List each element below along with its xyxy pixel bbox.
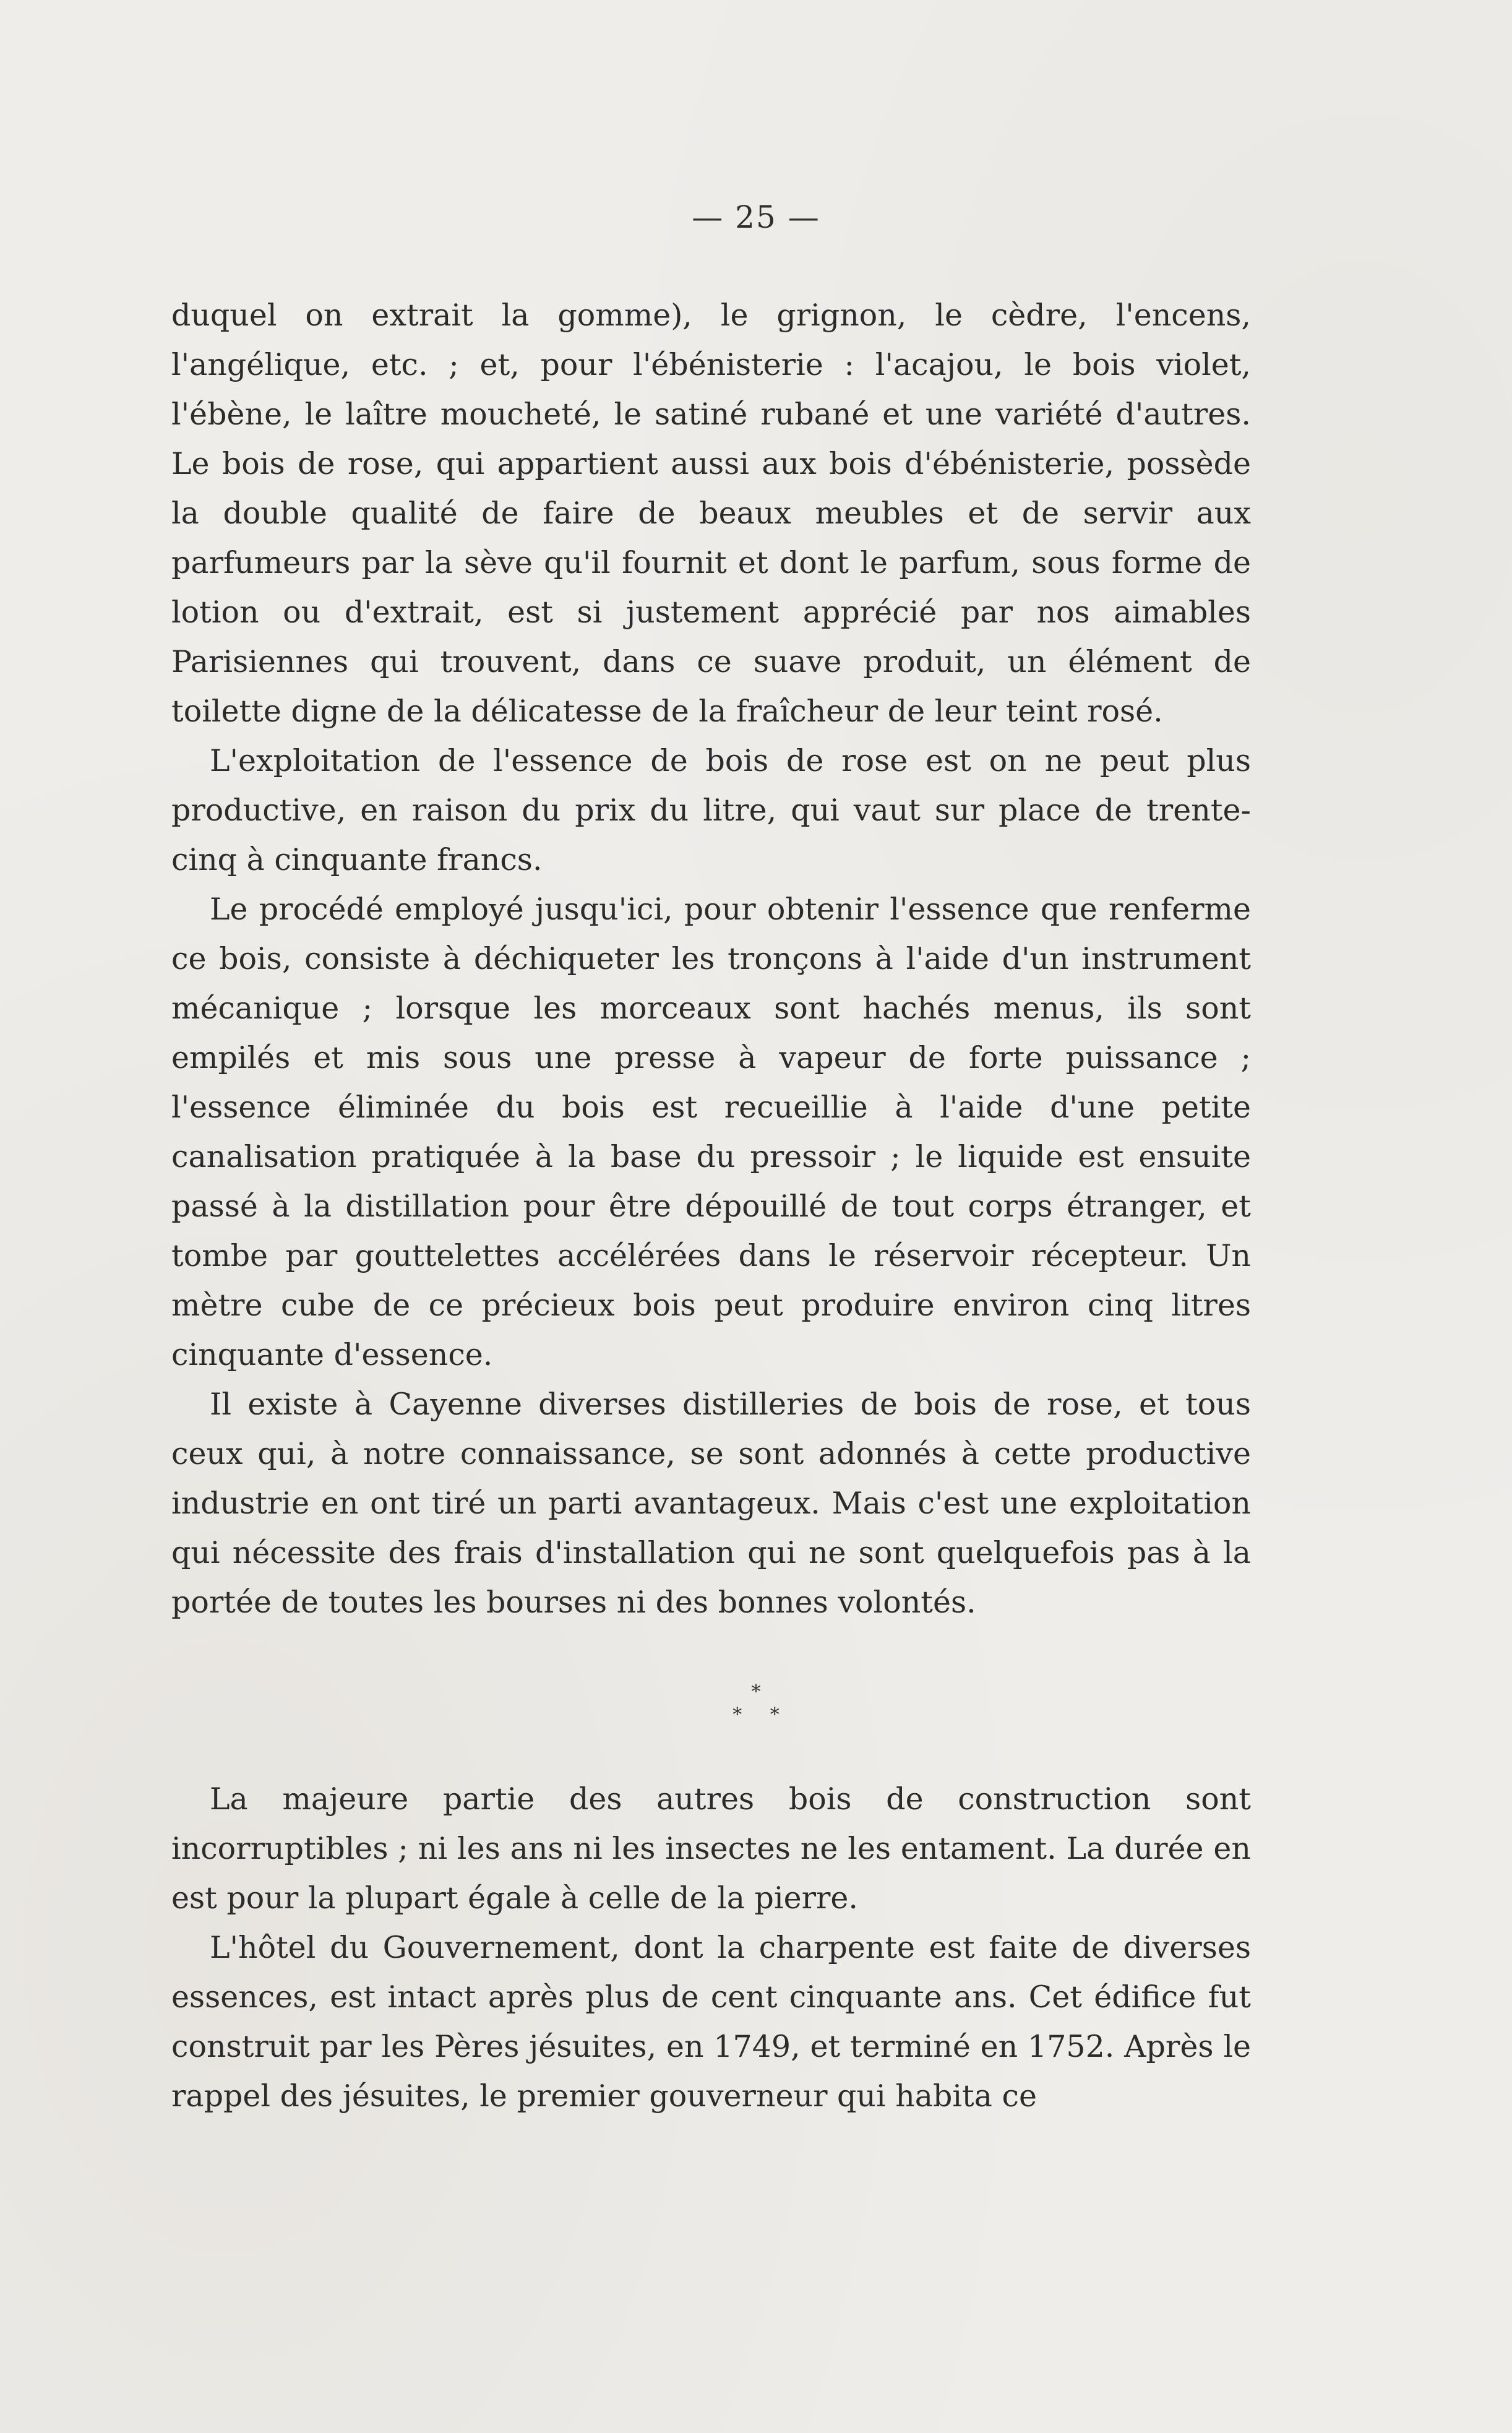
text-section-2 [171, 1775, 1251, 2121]
paragraph: La majeure partie des autres bois de construction sont incorruptibles ; ni les ans ni les insectes ne les entament. La durée en est pour la plupart égale à celle de la pierre. [171, 1781, 1251, 1916]
paragraph: Le procédé employé jusqu'ici, pour obtenir l'essence que renferme ce bois, consiste à déchiqueter les tronçons à l'aide d'un instrument mécanique ; lorsque les morceaux sont hachés menus, ils sont empilés et mis sous une presse à vapeur de forte puissance ; l'essence éliminée du bois est recueillie à l'aide d'une petite canalisation pratiquée à la base du pressoir ; le liquide est ensuite passé à la distillation pour être dépouillé de tout corps étranger, et tombe par gouttelettes accélérées dans le réservoir récepteur. Un mètre cube de ce précieux bois peut produire environ cinq litres cinquante d'essence. [171, 892, 1251, 1372]
section-ornament-asterism [0, 1680, 1512, 1736]
asterism-star-top: * [751, 1681, 761, 1703]
asterism-stars-bottom: * * [732, 1704, 791, 1726]
paragraph: L'hôtel du Gouvernement, dont la charpente est faite de diverses essences, est intact après plus de cent cinquante ans. Cet édifice fut construit par les Pères jésuites, en 1749, et terminé en 1752. Après le rappel des jésuites, le premier gouverneur qui habita ce [171, 1930, 1251, 2114]
page-number: — 25 — [692, 199, 820, 235]
text-section-1 [171, 291, 1251, 1627]
paragraph: L'exploitation de l'essence de bois de rose est on ne peut plus productive, en raison du prix du litre, qui vaut sur place de trente-cinq à cinquante francs. [171, 743, 1251, 877]
paragraph: Il existe à Cayenne diverses distilleries de bois de rose, et tous ceux qui, à notre connaissance, se sont adonnés à cette productive industrie en ont tiré un parti avantageux. Mais c'est une exploitation qui nécessite des frais d'installation qui ne sont quelquefois pas à la portée de toutes les bourses ni des bonnes volontés. [171, 1387, 1251, 1620]
paragraph-continued: duquel on extrait la gomme), le grignon, le cèdre, l'encens, l'angélique, etc. ; et, pour l'ébénisterie : l'acajou, le bois violet, l'ébène, le laître moucheté, le satiné rubané et une variété d'autres. Le bois de rose, qui appartient aussi aux bois d'ébénisterie, possède la double qualité de faire de beaux meubles et de servir aux parfumeurs par la sève qu'il fournit et dont le parfum, sous forme de lotion ou d'extrait, est si justement apprécié par nos aimables Parisiennes qui trouvent, dans ce suave produit, un élément de toilette digne de la délicatesse de la fraîcheur de leur teint rosé. [171, 298, 1251, 729]
